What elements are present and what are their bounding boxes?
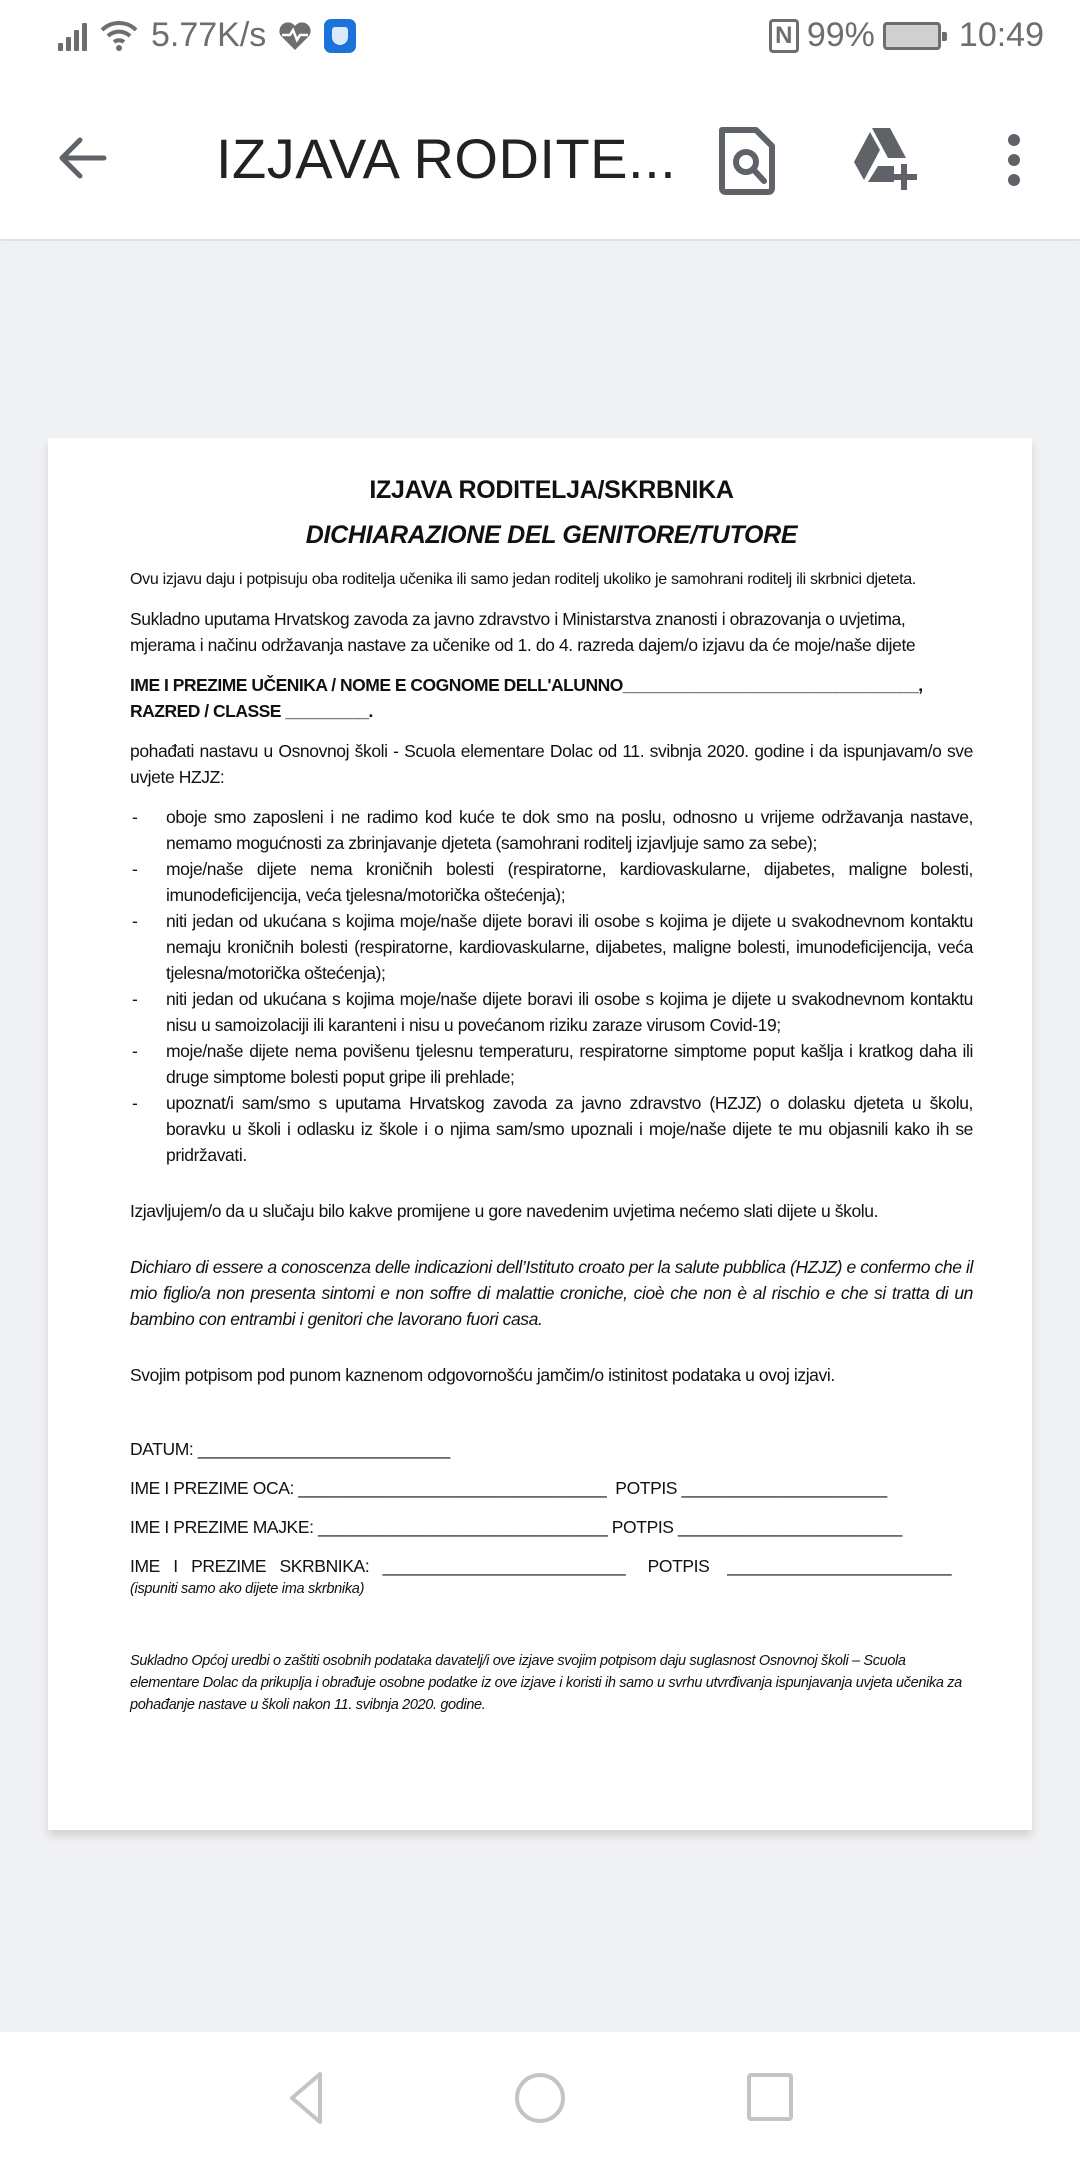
guardian-signature-row: IME I PREZIME SKRBNIKA: __________________________ POTPIS ________________________	[130, 1556, 952, 1576]
father-signature-row: IME I PREZIME OCA: _________________________________ POTPIS ______________________	[130, 1478, 887, 1498]
list-item: - moje/naše dijete nema kroničnih bolesti (respiratorne, kardiovaskularne, dijabetes, maligne bolesti, imunodeficijencija, veća tjelesna/motorička oštećenja);	[132, 859, 973, 905]
list-item: - upoznat/i sam/smo s uputama Hrvatskog zavoda za javno zdravstvo (HZJZ) o dolasku djeteta u školu, boravku u školi i odlasku iz škole i o njima sam/smo upoznali i moje/naše dijete te mu objasnili kako ih se pridržavati.	[132, 1093, 973, 1165]
document-title: IZJAVA RODITE...	[216, 127, 677, 190]
guardian-note: (ispuniti samo ako dijete ima skrbnika)	[130, 1581, 365, 1597]
clock: 10:49	[958, 16, 1044, 54]
list-item: - oboje smo zaposleni i ne radimo kod kuće te dok smo na poslu, odnosno u vrijeme održavanja nastave, nemamo mogućnosti za zbrinjavanje djeteta (samohrani roditelj izjavljuje samo za sebe);	[132, 807, 973, 853]
signal-icon	[58, 21, 87, 51]
nav-recents-icon[interactable]	[740, 2068, 800, 2128]
nav-back-icon[interactable]	[280, 2068, 340, 2128]
date-field: DATUM: ___________________________	[130, 1439, 450, 1459]
student-name-field: IME I PREZIME UČENIKA / NOME E COGNOME DELL'ALUNNO________________________________,	[130, 675, 923, 695]
gdpr-notice: Sukladno Općoj uredbi o zaštiti osobnih podataka davatelj/i ove izjave svojim potpisom daju suglasnost Osnovnoj školi – Scuola elementare Dolac da prikuplja i obrađuje osobne podatke iz ove izjave i koristi ih samo u svrhu utvrđivanja ispunjavanja uvjeta učenika za pohađanje nastave u školi nakon 11. svibnja 2020. godine.	[130, 1653, 962, 1713]
add-to-drive-icon[interactable]	[850, 124, 920, 196]
app-bar	[0, 80, 1080, 240]
wifi-icon	[99, 19, 139, 53]
pdf-viewer[interactable]	[0, 241, 1080, 2032]
more-vert-icon[interactable]	[1000, 124, 1030, 196]
document-heading: IZJAVA RODITELJA/SKRBNIKA	[369, 476, 734, 504]
class-field: RAZRED / CLASSE _________.	[130, 701, 373, 721]
conditions-list	[130, 804, 973, 1168]
paragraph-2: pohađati nastavu u Osnovnoj školi - Scuola elementare Dolac od 11. svibnja 2020. godine i da ispunjavam/o sve uvjete HZJZ:	[130, 741, 973, 787]
document-search-icon[interactable]	[712, 124, 782, 196]
paragraph-1: Sukladno uputama Hrvatskog zavoda za javno zdravstvo i Ministarstva znanosti i obrazovanja o uvjetima, mjerama i načinu održavanja nastave za učenike od 1. do 4. razreda dajem/o izjavu da će moje/naše dijete	[130, 609, 916, 655]
document-subheading: DICHIARAZIONE DEL GENITORE/TUTORE	[305, 521, 798, 549]
nav-home-icon[interactable]	[510, 2068, 570, 2128]
document-content	[130, 476, 973, 1716]
back-arrow-icon[interactable]	[52, 126, 116, 190]
nfc-icon: N	[769, 19, 799, 53]
battery-percent: 99%	[806, 16, 875, 54]
list-item: - moje/naše dijete nema povišenu tjelesnu temperaturu, respiratorne simptome poput kašlja i kratkog daha ili druge simptome bolesti poput gripe ili prehlade;	[132, 1041, 973, 1087]
paragraph-3: Izjavljujem/o da u slučaju bilo kakve promijene u gore navedenim uvjetima nećemo slati dijete u školu.	[130, 1201, 879, 1221]
status-bar	[0, 0, 1080, 80]
health-icon	[278, 21, 312, 51]
network-speed: 5.77K/s	[151, 16, 267, 54]
mother-signature-row: IME I PREZIME MAJKE: _______________________________ POTPIS ________________________	[130, 1517, 903, 1537]
paragraph-4: Svojim potpisom pod punom kaznenom odgovornošću jamčim/o istinitost podataka u ovoj izjavi.	[130, 1365, 835, 1385]
battery-icon	[883, 22, 941, 50]
list-item: - niti jedan od ukućana s kojima moje/naše dijete boravi ili osobe s kojima je dijete u svakodnevnom kontaktu nisu u samoizolaciji ili karanteni i nisu u povećanom riziku zaraze virusom Covid-19;	[132, 989, 973, 1035]
security-shield-icon	[324, 19, 356, 53]
italian-declaration: Dichiaro di essere a conoscenza delle indicazioni dell’Istituto croato per la salute pubblica (HZJZ) e confermo che il mio figlio/a non presenta sintomi e non soffre di malattie croniche, cioè che non è al rischio e che si tratta di un bambino con entrambi i genitori che lavorano fuori casa.	[130, 1257, 973, 1329]
navigation-bar	[0, 2032, 1080, 2160]
pdf-page[interactable]	[48, 438, 1032, 1830]
list-item: - niti jedan od ukućana s kojima moje/naše dijete boravi ili osobe s kojima je dijete u svakodnevnom kontaktu nemaju kroničnih bolesti (respiratorne, kardiovaskularne, dijabetes, maligne bolesti, imunodeficijencija, veća tjelesna/motorička oštećenja);	[132, 911, 973, 983]
intro-paragraph: Ovu izjavu daju i potpisuju oba roditelja učenika ili samo jedan roditelj ukoliko je samohrani roditelj ili skrbnici djeteta.	[130, 571, 917, 588]
